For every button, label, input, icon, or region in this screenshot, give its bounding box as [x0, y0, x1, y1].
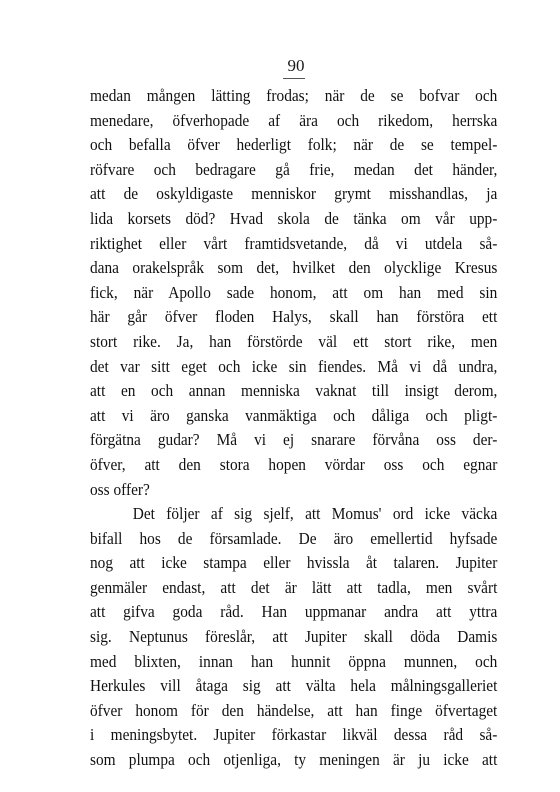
- text-line: i meningsbytet. Jupiter förkastar likväl dessa råd så-: [90, 725, 498, 745]
- paragraph: [90, 502, 498, 773]
- text-line: öfver honom för den händelse, att han finge öfvertaget: [90, 700, 498, 720]
- text-line: att vi äro ganska vanmäktiga och dåliga och pligt-: [90, 405, 498, 425]
- text-line: att en och annan menniska vaknat till insigt derom,: [90, 381, 498, 401]
- text-line: menedare, öfverhopade af ära och rikedom, herrska: [90, 110, 498, 130]
- text-line: bifall hos de församlade. De äro emellertid hyfsade: [90, 528, 498, 548]
- text-line: röfvare och bedragare gå frie, medan det händer,: [90, 159, 498, 179]
- page-number-rule: [283, 78, 305, 79]
- paragraph: [90, 84, 498, 502]
- page-number: 90: [287, 56, 305, 75]
- text-line: öfver, att den stora hopen vördar oss och egnar: [90, 454, 498, 474]
- text-line: förgätna gudar? Må vi ej snarare förvåna oss der-: [90, 430, 498, 450]
- text-line: och befalla öfver hederligt folk; när de se tempel-: [90, 135, 498, 155]
- text-line: här går öfver floden Halys, skall han förstöra ett: [90, 307, 498, 327]
- text-line: med blixten, innan han hunnit öppna munnen, och: [90, 651, 498, 671]
- text-line: lida korsets död? Hvad skola de tänka om vår upp-: [90, 208, 498, 228]
- text-line: medan mången lätting frodas; när de se bofvar och: [90, 86, 498, 105]
- text-line: oss offer?: [90, 479, 150, 499]
- text-line: att gifva goda råd. Han uppmanar andra att yttra: [90, 602, 498, 622]
- text-line: fick, när Apollo sade honom, att om han med sin: [90, 282, 498, 302]
- text-line: riktighet eller vårt framtidsvetande, då vi utdela så-: [90, 233, 498, 253]
- text-line: sig. Neptunus föreslår, att Jupiter skall döda Damis: [90, 627, 498, 647]
- text-line: det var sitt eget och icke sin fiendes. Må vi då undra,: [90, 356, 498, 376]
- text-line: nog att icke stampa eller hvissla åt talaren. Jupiter: [90, 553, 498, 573]
- text-line: att de oskyldigaste menniskor grymt misshandlas, ja: [90, 184, 498, 204]
- text-line: som plumpa och otjenliga, ty meningen är ju icke att: [90, 750, 498, 770]
- text-line: dana orakelspråk som det, hvilket den olycklige Kresus: [90, 258, 498, 278]
- text-line: stort rike. Ja, han förstörde väl ett stort rike, men: [90, 331, 498, 351]
- text-line: genmäler endast, att det är lätt att tadla, men svårt: [90, 577, 498, 597]
- text-line: Det följer af sig sjelf, att Momus' ord icke väcka: [132, 504, 498, 524]
- body-text: [90, 84, 498, 773]
- text-line: Herkules vill åtaga sig att välta hela målningsgalleriet: [90, 676, 498, 696]
